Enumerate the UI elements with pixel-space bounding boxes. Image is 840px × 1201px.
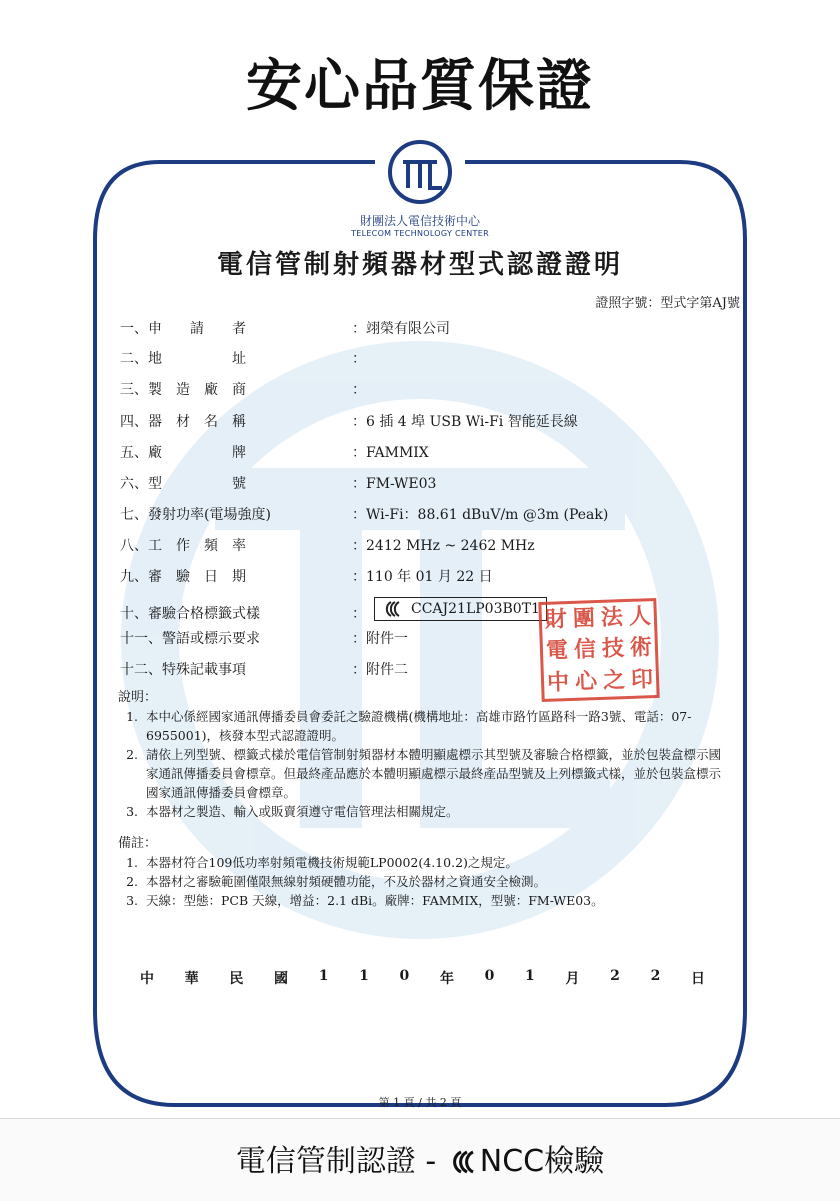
row-label: 八、工 作 頻 率 xyxy=(120,538,246,554)
issue-date xyxy=(140,968,705,988)
stamp-char: 人 xyxy=(628,603,652,630)
row-frequency xyxy=(120,535,535,557)
row-warning xyxy=(120,628,408,650)
date-char: 中 xyxy=(140,971,154,987)
ttc-logo xyxy=(390,142,450,202)
date-char: 年 xyxy=(439,971,454,987)
ncc-label-sample xyxy=(374,597,547,621)
row-label: 七、發射功率(電場強度) xyxy=(120,507,271,523)
date-char: 0 xyxy=(399,968,410,984)
row-value: ：附件二 xyxy=(352,662,408,678)
org-name-en: TELECOM TECHNOLOGY CENTER xyxy=(351,229,489,238)
ncc-label-code: CCAJ21LP03B0T1 xyxy=(411,601,540,617)
remark-item: 2. 本器材之審驗範圍僅限無線射頻硬體功能，不及於器材之資通安全檢測。 xyxy=(142,872,728,891)
row-value: ： xyxy=(352,606,366,622)
date-char: 華 xyxy=(184,971,199,987)
row-label: 十二、特殊記載事項 xyxy=(120,662,246,678)
date-char: 月 xyxy=(565,971,580,987)
row-value: ： xyxy=(352,351,366,367)
row-label: 三、製 造 廠 商 xyxy=(120,382,246,398)
certificate-title: 電信管制射頻器材型式認證證明 xyxy=(216,250,623,280)
org-name-zh: 財團法人電信技術中心 xyxy=(359,214,480,228)
row-label-sample xyxy=(120,597,547,622)
row-value: ：附件一 xyxy=(352,631,408,647)
row-value: ：FAMMIX xyxy=(352,445,429,461)
row-manufacturer xyxy=(120,379,366,401)
stamp-char: 電 xyxy=(545,637,569,665)
note-item: 2. 請依上列型號、標籤式樣於電信管制射頻器材本體明顯處標示其型號及審驗合格標籤，並於包裝盒標示國家通訊傳播委員會標章。但最終產品應於本體明顯處標示最終產品型號及上列標籤式樣，並於包裝盒標示國家通訊傳播委員會標章。 xyxy=(142,745,728,802)
stamp-char: 法 xyxy=(600,604,624,631)
row-label: 十、審驗合格標籤式樣 xyxy=(120,606,260,622)
ncc-icon xyxy=(381,600,403,618)
row-value: ： xyxy=(352,382,366,398)
page-headline: 安心品質保證 xyxy=(246,54,594,119)
row-label: 十一、警語或標示要求 xyxy=(120,631,260,647)
date-char: 1 xyxy=(318,968,329,984)
date-char: 1 xyxy=(525,968,535,984)
row-address xyxy=(120,348,366,370)
date-char: 國 xyxy=(274,971,289,987)
row-review-date xyxy=(120,566,493,588)
footer-suffix: NCC檢驗 xyxy=(479,1144,605,1179)
row-value: ：Wi-Fi：88.61 dBuV/m @3m (Peak) xyxy=(352,507,609,523)
row-value: ：2412 MHz ~ 2462 MHz xyxy=(352,538,535,554)
ncc-icon xyxy=(448,1149,478,1175)
row-model xyxy=(120,473,436,495)
row-label: 五、廠 牌 xyxy=(120,445,246,461)
notes-heading: 說明： xyxy=(118,690,158,705)
date-char: 日 xyxy=(690,971,705,987)
row-device-name xyxy=(120,411,578,433)
official-seal-stamp xyxy=(538,598,659,702)
page-number: 第 1 頁 / 共 2 頁 xyxy=(378,1096,462,1109)
date-char: 2 xyxy=(610,968,620,984)
remarks-heading: 備註： xyxy=(118,836,158,851)
row-value: ：FM-WE03 xyxy=(352,476,437,492)
row-label: 九、審 驗 日 期 xyxy=(120,569,246,585)
notes-section xyxy=(118,688,728,821)
row-applicant xyxy=(120,318,450,340)
row-value: ：翊榮有限公司 xyxy=(352,321,450,337)
date-char: 民 xyxy=(229,971,244,987)
row-label: 四、器 材 名 稱 xyxy=(120,414,246,430)
remark-item: 3. 天線：型態：PCB 天線，增益：2.1 dBi。廠牌：FAMMIX，型號：FM-WE03。 xyxy=(142,891,728,910)
footer-prefix: 電信管制認證 - xyxy=(235,1144,446,1179)
date-char: 0 xyxy=(484,968,495,984)
stamp-char: 之 xyxy=(602,666,626,694)
stamp-char: 技 xyxy=(601,635,625,663)
remarks-section xyxy=(118,834,728,910)
row-special-notes xyxy=(120,659,408,681)
certificate-number: 證照字號：型式字第AJ號 xyxy=(595,296,740,311)
date-char: 2 xyxy=(650,968,661,984)
row-label: 二、地 址 xyxy=(120,351,246,367)
note-item: 1. 本中心係經國家通訊傳播委員會委託之驗證機構(機構地址：高雄市路竹區路科一路3號、電話：07-6955001)，核發本型式認證證明。 xyxy=(142,707,728,745)
date-char: 1 xyxy=(359,968,369,984)
footer-caption xyxy=(0,1136,840,1180)
row-label: 六、型 號 xyxy=(120,476,246,492)
row-value: ：110 年 01 月 22 日 xyxy=(352,569,493,585)
row-brand xyxy=(120,442,429,464)
stamp-char: 心 xyxy=(574,667,598,695)
row-label: 一、申 請 者 xyxy=(120,321,246,337)
stamp-char: 信 xyxy=(573,636,597,664)
stamp-char: 團 xyxy=(572,605,596,632)
stamp-char: 術 xyxy=(629,634,653,662)
note-item: 3. 本器材之製造、輸入或販賣須遵守電信管理法相關規定。 xyxy=(142,802,728,821)
row-value: ：6 插 4 埠 USB Wi-Fi 智能延長線 xyxy=(352,414,578,430)
row-emission-power xyxy=(120,504,608,526)
stamp-char: 中 xyxy=(546,668,570,696)
remark-item: 1. 本器材符合109低功率射頻電機技術規範LP0002(4.10.2)之規定。 xyxy=(142,853,728,872)
stamp-char: 財 xyxy=(544,606,568,633)
stamp-char: 印 xyxy=(630,665,654,693)
